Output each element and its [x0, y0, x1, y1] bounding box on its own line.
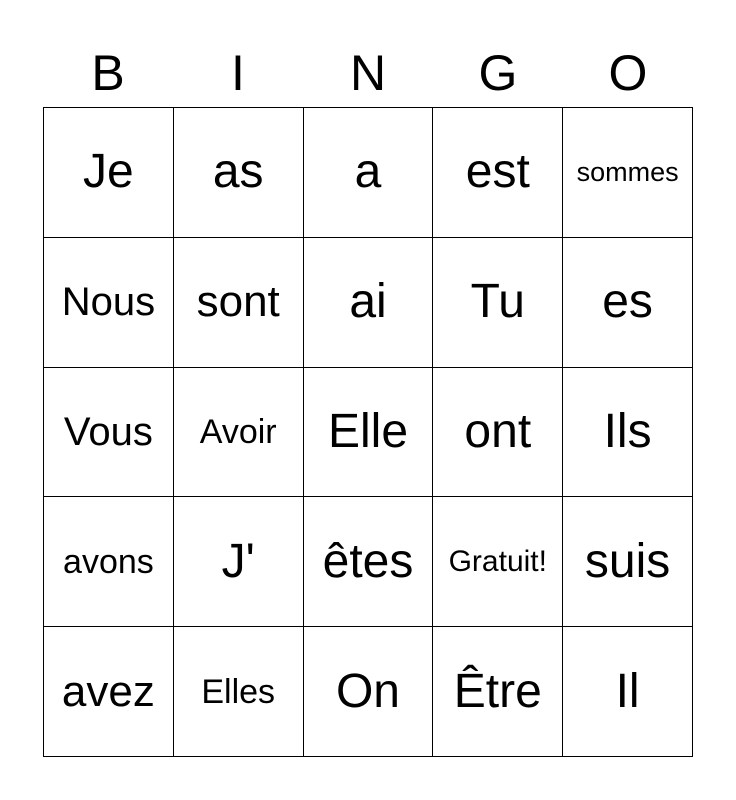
header-letter-i: I [231, 45, 245, 101]
bingo-cell[interactable]: avez [44, 627, 174, 757]
bingo-board [43, 107, 693, 757]
bingo-cell[interactable]: ont [433, 367, 563, 497]
bingo-cell[interactable]: J' [173, 497, 303, 627]
header-letter-n: N [349, 45, 387, 101]
bingo-cell[interactable]: avons [44, 497, 174, 627]
bingo-cell[interactable]: Elles [173, 627, 303, 757]
board-row [44, 367, 693, 497]
bingo-cell[interactable]: Elle [303, 367, 433, 497]
header-letter-g: G [478, 45, 518, 101]
bingo-cell[interactable]: Il [563, 627, 693, 757]
bingo-cell[interactable]: Tu [433, 237, 563, 367]
board-row [44, 108, 693, 238]
bingo-cell[interactable]: suis [563, 497, 693, 627]
bingo-cell[interactable]: as [173, 108, 303, 238]
bingo-cell[interactable]: êtes [303, 497, 433, 627]
header-letter-b: B [91, 45, 125, 101]
bingo-cell[interactable]: sont [173, 237, 303, 367]
bingo-cell[interactable]: ai [303, 237, 433, 367]
bingo-cell[interactable]: est [433, 108, 563, 238]
bingo-cell[interactable]: Nous [44, 237, 174, 367]
bingo-cell[interactable]: On [303, 627, 433, 757]
bingo-header [43, 40, 693, 106]
bingo-cell[interactable]: es [563, 237, 693, 367]
bingo-cell[interactable]: a [303, 108, 433, 238]
bingo-cell[interactable]: Vous [44, 367, 174, 497]
bingo-cell-free[interactable]: Gratuit! [433, 497, 563, 627]
header-letter-o: O [608, 45, 648, 101]
board-row [44, 497, 693, 627]
board-row [44, 627, 693, 757]
bingo-cell[interactable]: Avoir [173, 367, 303, 497]
bingo-cell[interactable]: Je [44, 108, 174, 238]
bingo-cell[interactable]: Être [433, 627, 563, 757]
board-row [44, 237, 693, 367]
bingo-cell[interactable]: sommes [563, 108, 693, 238]
bingo-cell[interactable]: Ils [563, 367, 693, 497]
